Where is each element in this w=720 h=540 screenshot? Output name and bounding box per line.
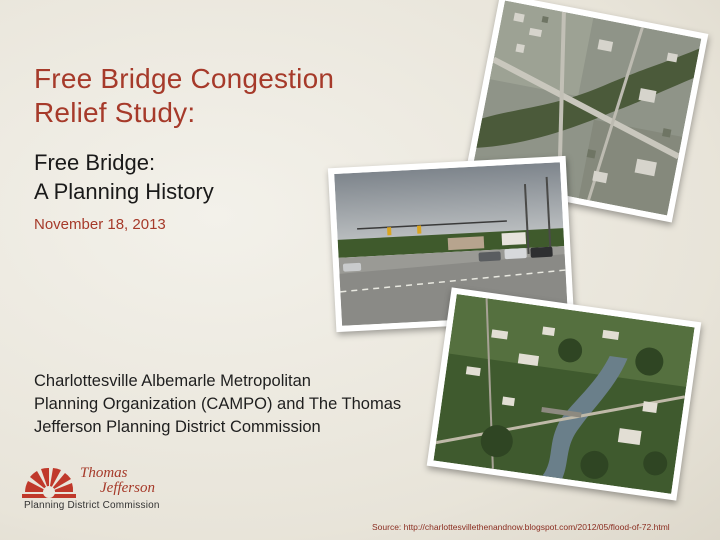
logo-name bbox=[80, 466, 155, 496]
sunburst-logo-icon bbox=[22, 464, 76, 500]
org-line-1: Charlottesville Albemarle Metropolitan bbox=[34, 372, 311, 390]
source-citation: Source: http://charlottesvillethenandnow.blogspot.com/2012/05/flood-of-72.html bbox=[372, 522, 670, 532]
logo-name-line-2: Jefferson bbox=[100, 480, 155, 496]
org-line-3: Jefferson Planning District Commission bbox=[34, 418, 321, 436]
subtitle-line-1: Free Bridge: bbox=[34, 150, 156, 175]
org-line-2: Planning Organization (CAMPO) and The Thomas bbox=[34, 395, 402, 413]
slide-subtitle bbox=[34, 148, 214, 206]
presentation-date: November 18, 2013 bbox=[34, 216, 166, 233]
organization-text bbox=[34, 370, 401, 439]
subtitle-line-2: A Planning History bbox=[34, 179, 214, 204]
slide-title bbox=[34, 62, 334, 130]
title-line-1: Free Bridge Congestion bbox=[34, 63, 335, 94]
tjpdc-logo bbox=[22, 462, 182, 514]
logo-name-line-1: Thomas bbox=[80, 465, 128, 481]
title-line-2: Relief Study: bbox=[34, 97, 196, 128]
logo-commission-text: Planning District Commission bbox=[24, 500, 160, 511]
river-photo bbox=[427, 287, 702, 500]
river-photo-image bbox=[433, 294, 694, 494]
